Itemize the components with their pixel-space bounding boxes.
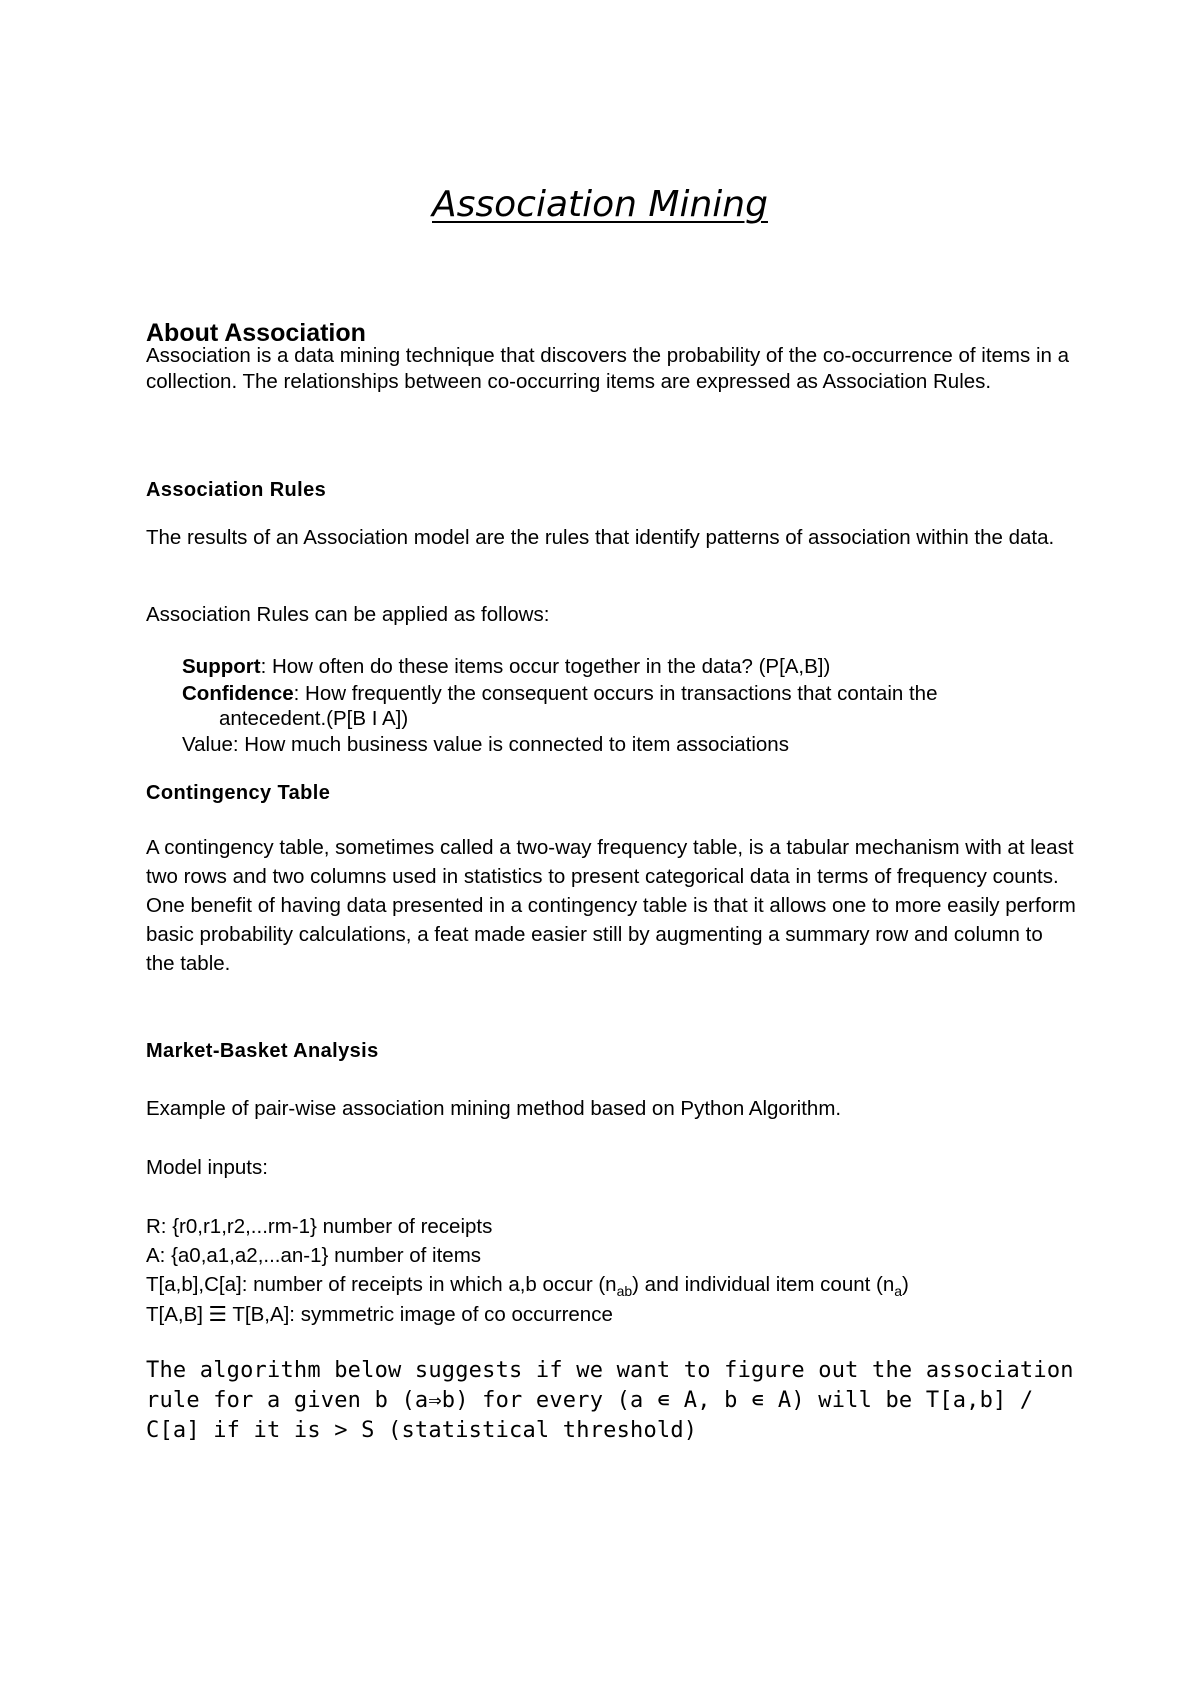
- model-inputs-label: Model inputs:: [146, 1156, 268, 1179]
- t-line-end: ): [902, 1273, 909, 1296]
- about-heading: About Association: [146, 319, 366, 347]
- rules-text: The results of an Association model are the rules that identify patterns of association within the data.: [146, 526, 1055, 549]
- support-label: Support: [182, 655, 261, 678]
- market-example: Example of pair-wise association mining method based on Python Algorithm.: [146, 1097, 842, 1120]
- t-line-prefix: T[a,b],C[a]: number of receipts in which a,b occur (n: [146, 1273, 617, 1296]
- value-line: Value: How much business value is connected to item associations: [182, 733, 789, 756]
- algorithm-paragraph: The algorithm below suggests if we want to figure out the association rule for a given b (a⇒b) for every (a ∊ A, b ∊ A) will be T[a,b] / C[a] if it is > S (statistical threshold): [146, 1358, 1074, 1443]
- page-title: Association Mining: [432, 184, 768, 225]
- cooccurrence-line: [146, 1273, 909, 1299]
- contingency-heading: Contingency Table: [146, 782, 331, 804]
- items-line: A: {a0,a1,a2,...an-1} number of items: [146, 1244, 482, 1267]
- market-heading: Market-Basket Analysis: [146, 1040, 379, 1062]
- rules-intro: Association Rules can be applied as follows:: [146, 603, 550, 626]
- support-line: [182, 655, 830, 679]
- rules-heading: Association Rules: [146, 479, 327, 501]
- confidence-line: [182, 682, 937, 706]
- confidence-label: Confidence: [182, 682, 294, 705]
- contingency-p1: A contingency table, sometimes called a two-way frequency table, is a tabular mechanism with at least two rows and two columns used in statistics to present categorical data in terms of frequency counts.: [146, 836, 1074, 888]
- t-line-mid: ) and individual item count (n: [632, 1273, 895, 1296]
- about-paragraph: [146, 343, 1076, 395]
- support-text: : How often do these items occur together in the data? (P[A,B]): [260, 655, 831, 678]
- t-line-sub-a: a: [894, 1283, 903, 1300]
- confidence-text: : How frequently the consequent occurs in transactions that contain the: [293, 682, 938, 705]
- t-line-sub-ab: ab: [616, 1283, 633, 1300]
- contingency-p2: One benefit of having data presented in a contingency table is that it allows one to more easily perform basic probability calculations, a feat made easier still by augmenting a summary row and column to the table.: [146, 894, 1076, 975]
- confidence-continuation: antecedent.(P[B I A]): [219, 707, 409, 730]
- about-text: Association is a data mining technique that discovers the probability of the co-occurrence of items in a collection. The relationships between co-occurring items are expressed as Association Rules.: [146, 344, 1069, 393]
- receipts-line: R: {r0,r1,r2,...rm-1} number of receipts: [146, 1215, 493, 1238]
- contingency-paragraph: [146, 833, 1076, 978]
- symmetric-line: T[A,B] ☰ T[B,A]: symmetric image of co occurrence: [146, 1303, 613, 1326]
- rules-paragraph: [146, 525, 1076, 551]
